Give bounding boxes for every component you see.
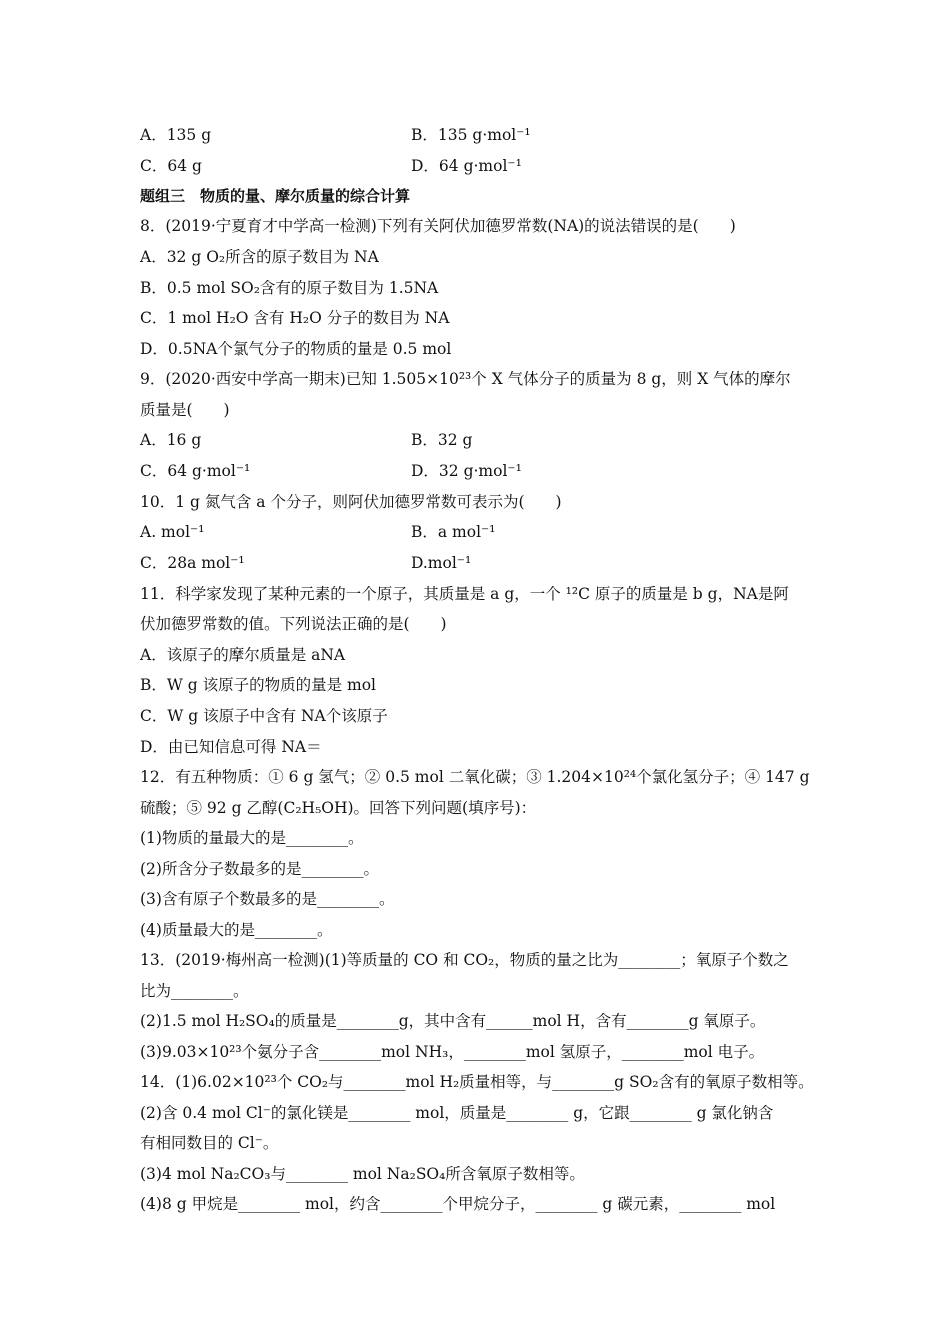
q9-option-b: B．32 g — [411, 431, 473, 449]
option-row — [140, 522, 820, 542]
q11-option-c: C．W g 该原子中含有 NA个该原子 — [140, 707, 388, 725]
q8-option-d: D．0.5NA个氯气分子的物质的量是 0.5 mol — [140, 340, 452, 358]
q11-option-d: D．由已知信息可得 NA＝ — [140, 738, 322, 756]
question-12-cont: 硫酸；⑤ 92 g 乙醇(C₂H₅OH)。回答下列问题(填序号)： — [140, 799, 537, 817]
option-row — [140, 156, 820, 176]
q8-option-b: B．0.5 mol SO₂含有的原子数目为 1.5NA — [140, 279, 439, 297]
question-12: 12．有五种物质：① 6 g 氢气；② 0.5 mol 二氧化碳；③ 1.204×10²⁴个氯化氢分子；④ 147 g — [140, 768, 810, 786]
question-9-cont: 质量是( ) — [140, 401, 230, 419]
q9-option-a: A．16 g — [140, 431, 202, 449]
q13-part-2: (2)1.5 mol H₂SO₄的质量是________g，其中含有______mol H，含有________g 氧原子。 — [140, 1012, 766, 1030]
section-heading: 题组三 物质的量、摩尔质量的综合计算 — [140, 187, 411, 205]
q11-option-a: A．该原子的摩尔质量是 aNA — [140, 646, 346, 664]
option-d: D．64 g·mol⁻¹ — [411, 157, 522, 175]
question-10: 10．1 g 氮气含 a 个分子，则阿伏加德罗常数可表示为( ) — [140, 493, 562, 511]
option-row — [140, 125, 820, 145]
question-8: 8．(2019·宁夏育才中学高一检测)下列有关阿伏加德罗常数(NA)的说法错误的是( ) — [140, 217, 736, 235]
q10-option-b: B．a mol⁻¹ — [411, 523, 496, 541]
q10-option-d: D.mol⁻¹ — [411, 554, 472, 572]
q10-option-a: A. mol⁻¹ — [140, 523, 205, 541]
option-row — [140, 461, 820, 481]
q12-part-2: (2)所含分子数最多的是________。 — [140, 860, 379, 878]
q14-part-2: (2)含 0.4 mol Cl⁻的氯化镁是________ mol，质量是________ g，它跟________ g 氯化钠含 — [140, 1104, 774, 1122]
question-11: 11．科学家发现了某种元素的一个原子，其质量是 a g，一个 ¹²C 原子的质量是 b g，NA是阿 — [140, 585, 789, 603]
q14-part-3: (3)4 mol Na₂CO₃与________ mol Na₂SO₄所含氧原子数相等。 — [140, 1165, 585, 1183]
question-9: 9．(2020·西安中学高一期末)已知 1.505×10²³个 X 气体分子的质量为 8 g，则 X 气体的摩尔 — [140, 370, 791, 388]
question-13-cont: 比为________。 — [140, 982, 249, 1000]
q12-part-4: (4)质量最大的是________。 — [140, 921, 333, 939]
option-row — [140, 430, 820, 450]
q8-option-c: C．1 mol H₂O 含有 H₂O 分子的数目为 NA — [140, 309, 450, 327]
option-a: A．135 g — [140, 126, 212, 144]
q11-option-b: B．W g 该原子的物质的量是 mol — [140, 676, 377, 694]
option-c: C．64 g — [140, 157, 202, 175]
q14-part-4: (4)8 g 甲烷是________ mol，约含________个甲烷分子，________ g 碳元素，________ mol — [140, 1195, 776, 1213]
question-13: 13．(2019·梅州高一检测)(1)等质量的 CO 和 CO₂，物质的量之比为________；氧原子个数之 — [140, 951, 789, 969]
q8-option-a: A．32 g O₂所含的原子数目为 NA — [140, 248, 379, 266]
q12-part-3: (3)含有原子个数最多的是________。 — [140, 890, 395, 908]
q9-option-c: C．64 g·mol⁻¹ — [140, 462, 251, 480]
question-11-cont: 伏加德罗常数的值。下列说法正确的是( ) — [140, 615, 447, 633]
q9-option-d: D．32 g·mol⁻¹ — [411, 462, 522, 480]
question-14: 14．(1)6.02×10²³个 CO₂与________mol H₂质量相等，与________g SO₂含有的氧原子数相等。 — [140, 1073, 814, 1091]
q12-part-1: (1)物质的量最大的是________。 — [140, 829, 364, 847]
option-b: B．135 g·mol⁻¹ — [411, 126, 531, 144]
option-row — [140, 553, 820, 573]
q13-part-3: (3)9.03×10²³个氨分子含________mol NH₃，________mol 氢原子，________mol 电子。 — [140, 1043, 765, 1061]
q10-option-c: C．28a mol⁻¹ — [140, 554, 245, 572]
q14-part-2-cont: 有相同数目的 Cl⁻。 — [140, 1134, 279, 1152]
